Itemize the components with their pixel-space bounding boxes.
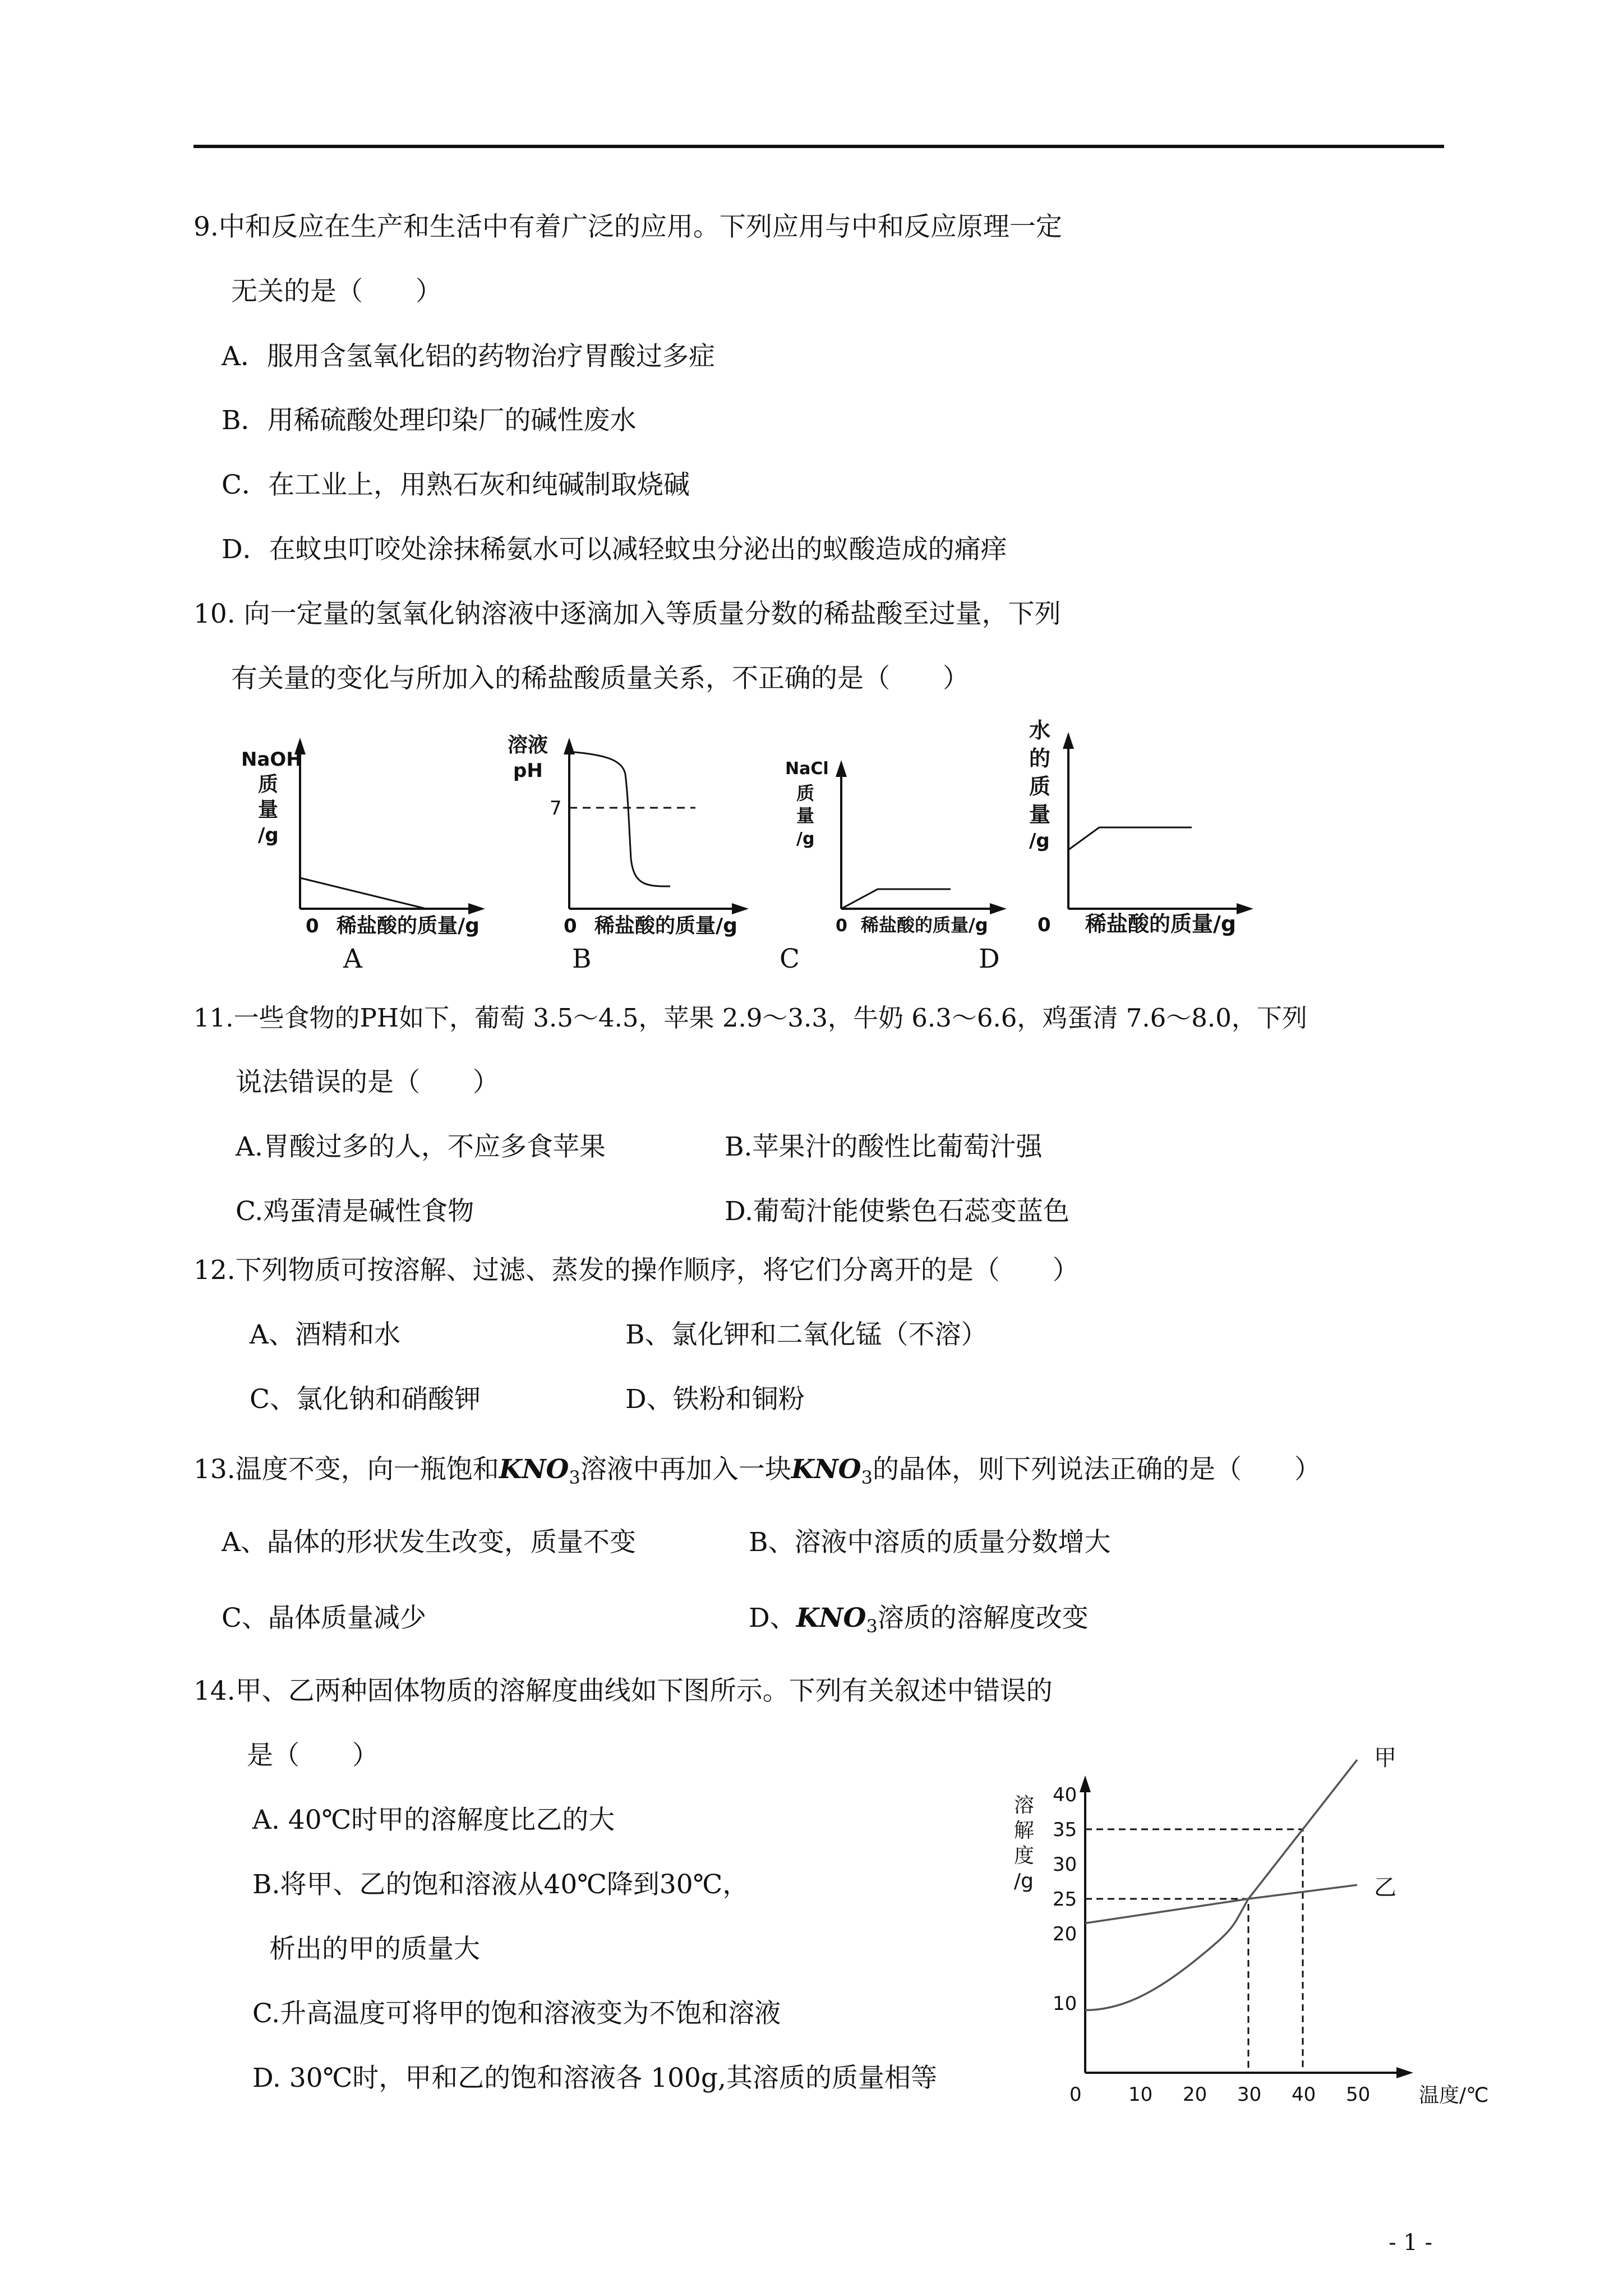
y-tick-label: 40 (1053, 1784, 1077, 1806)
q14-stem-line1: 14.甲、乙两种固体物质的溶解度曲线如下图所示。下列有关叙述中错误的 (193, 1676, 1053, 1706)
q11-stem-line1: 11.一些食物的PH如下，葡萄 3.5～4.5，苹果 2.9～3.3，牛奶 6.3～6.6，鸡蛋清 7.6～8.0，下列 (193, 1003, 1307, 1033)
q13-option-c: C、晶体质量减少 (222, 1603, 426, 1634)
q14-stem-line2: 是（ ） (247, 1740, 379, 1771)
series-jia-label: 甲 (1374, 1745, 1396, 1771)
q13-stem (193, 1453, 1321, 1494)
q10-graph-d-ylabel-2: 质 (1029, 774, 1051, 799)
guide-line-40 (1085, 1829, 1303, 2073)
page-number: - 1 - (1389, 2230, 1432, 2256)
q10-graph-c (782, 746, 1018, 937)
x-axis-arrow (1396, 2067, 1413, 2078)
q10-graph-b-tick-7: 7 (550, 797, 562, 820)
series-yi-line (1085, 1885, 1357, 1923)
q10-graph-c-ylabel-2: 量 (796, 805, 815, 826)
q12-option-d: D、铁粉和铜粉 (625, 1384, 805, 1415)
x-tick-label: 30 (1237, 2083, 1262, 2106)
q10-graph-d-origin: 0 (1038, 914, 1051, 936)
guide-line-30 (1085, 1899, 1248, 2073)
q10-graph-a-letter: A (343, 944, 362, 974)
q10-graph-b-origin: 0 (564, 915, 577, 937)
q10-graph-d-xlabel: 稀盐酸的质量/g (1085, 912, 1237, 936)
q9-stem-line1: 9.中和反应在生产和生活中有着广泛的应用。下列应用与中和反应原理一定 (193, 211, 1062, 242)
q13-option-d: D、$KNO_3$溶质的溶解度改变 (749, 1603, 1089, 1637)
q11-option-b: B.苹果汁的酸性比葡萄汁强 (725, 1131, 1043, 1162)
q11-option-d: D.葡萄汁能使紫色石蕊变蓝色 (725, 1196, 1069, 1227)
y-axis-label-part: 解 (1014, 1819, 1035, 1842)
solubility-chart (987, 1745, 1489, 2126)
q10-graph-c-letter: C (780, 944, 800, 974)
q11-stem-line2: 说法错误的是（ ） (236, 1067, 499, 1098)
series-yi-label: 乙 (1374, 1875, 1396, 1901)
q10-graph-b-letter: B (572, 944, 592, 974)
q10-graph-c-ylabel-0: NaCl (785, 759, 829, 779)
q13-option-b: B、溶液中溶质的质量分数增大 (749, 1527, 1111, 1558)
q12-stem: 12.下列物质可按溶解、过滤、蒸发的操作顺序，将它们分离开的是（ ） (193, 1255, 1079, 1286)
q13-stem-pre: 13.温度不变，向一瓶饱和 (193, 1454, 499, 1485)
q11-option-a: A.胃酸过多的人，不应多食苹果 (236, 1131, 606, 1162)
y-tick-label: 10 (1053, 1993, 1077, 2015)
q10-graph-a-ylabel-3: /g (258, 824, 279, 846)
q14-option-c: C.升高温度可将甲的饱和溶液变为不饱和溶液 (252, 1998, 781, 2029)
q10-graph-b-ylabel-1: pH (513, 760, 543, 782)
q10-graph-a (236, 724, 499, 937)
q10-graph-c-xlabel: 稀盐酸的质量/g (861, 914, 988, 936)
q10-graph-d-ylabel-4: /g (1029, 830, 1050, 852)
x-tick-label: 50 (1346, 2083, 1371, 2106)
q10-stem-line2: 有关量的变化与所加入的稀盐酸质量关系，不正确的是（ ） (231, 663, 969, 694)
q9-stem-line2: 无关的是（ ） (231, 276, 442, 307)
q10-graph-c-ylabel-1: 质 (796, 783, 815, 804)
x-tick-label: 10 (1128, 2083, 1153, 2106)
y-tick-label: 35 (1053, 1819, 1077, 1841)
q9-option-c: C．在工业上，用熟石灰和纯碱制取烧碱 (222, 470, 690, 500)
series-jia-curve (1085, 1760, 1357, 2010)
q11-option-c: C.鸡蛋清是碱性食物 (236, 1196, 474, 1227)
q10-graph-b (499, 718, 763, 937)
q13-chem-formula-1: $KNO_3$ (499, 1454, 580, 1488)
q10-graph-d-ylabel-3: 量 (1029, 802, 1051, 827)
q14-option-a: A. 40℃时甲的溶解度比乙的大 (252, 1805, 615, 1835)
q14-option-d: D. 30℃时，甲和乙的饱和溶液各 100g,其溶质的质量相等 (252, 2063, 937, 2093)
q13-chem-formula-2: $KNO_3$ (791, 1454, 873, 1488)
q10-graph-c-origin: 0 (836, 916, 847, 936)
x-axis-label: 温度/℃ (1419, 2084, 1489, 2107)
q14-option-b-line2: 析出的甲的质量大 (269, 1934, 480, 1964)
x-tick-label: 0 (1069, 2083, 1082, 2106)
q10-graph-b-xlabel: 稀盐酸的质量/g (594, 914, 737, 937)
q10-graph-a-ylabel-0: NaOH (241, 748, 302, 771)
q13-stem-mid: 溶液中再加入一块 (580, 1454, 791, 1485)
q10-graph-d-ylabel-1: 的 (1029, 746, 1051, 771)
q10-graph-d-letter: D (979, 944, 1000, 974)
q10-graph-d (1015, 712, 1279, 937)
x-tick-label: 40 (1292, 2083, 1316, 2106)
y-axis-label-part: 溶 (1014, 1794, 1035, 1817)
q12-option-a: A、酒精和水 (250, 1319, 400, 1350)
q10-graph-a-origin: 0 (306, 915, 319, 937)
q9-option-b: B．用稀硫酸处理印染厂的碱性废水 (222, 405, 637, 436)
q14-option-b-line1: B.将甲、乙的饱和溶液从40℃降到30℃， (252, 1869, 749, 1900)
y-tick-label: 30 (1053, 1853, 1077, 1876)
q10-stem-line1: 10. 向一定量的氢氧化钠溶液中逐滴加入等质量分数的稀盐酸至过量，下列 (193, 599, 1061, 629)
q12-option-c: C、氯化钠和硝酸钾 (250, 1384, 481, 1415)
q10-graph-a-ylabel-2: 量 (258, 798, 279, 821)
y-tick-label: 25 (1053, 1888, 1077, 1911)
q13-chem-formula-3: $KNO_3$ (796, 1603, 878, 1637)
q9-option-a: A．服用含氢氧化铝的药物治疗胃酸过多症 (222, 341, 715, 372)
header-rule (193, 145, 1444, 148)
q13-option-a: A、晶体的形状发生改变，质量不变 (222, 1527, 636, 1558)
q10-graph-b-ylabel-0: 溶液 (508, 734, 548, 757)
y-axis-label-part: 度 (1014, 1844, 1035, 1867)
y-tick-label: 20 (1053, 1923, 1077, 1945)
q10-graph-c-ylabel-3: /g (796, 829, 815, 849)
y-axis-arrow (1080, 1775, 1091, 1792)
q10-graph-a-ylabel-1: 质 (258, 773, 279, 796)
x-tick-label: 20 (1183, 2083, 1207, 2106)
q12-option-b: B、氯化钾和二氧化锰（不溶） (625, 1319, 988, 1350)
q10-graph-d-ylabel-0: 水 (1029, 718, 1051, 743)
q9-option-d: D．在蚊虫叮咬处涂抹稀氨水可以减轻蚊虫分泌出的蚁酸造成的痛痒 (222, 534, 1007, 565)
q10-graph-a-xlabel: 稀盐酸的质量/g (336, 914, 479, 937)
q13-stem-post: 的晶体，则下列说法正确的是（ ） (873, 1454, 1321, 1485)
y-axis-label-part: /g (1014, 1870, 1034, 1893)
